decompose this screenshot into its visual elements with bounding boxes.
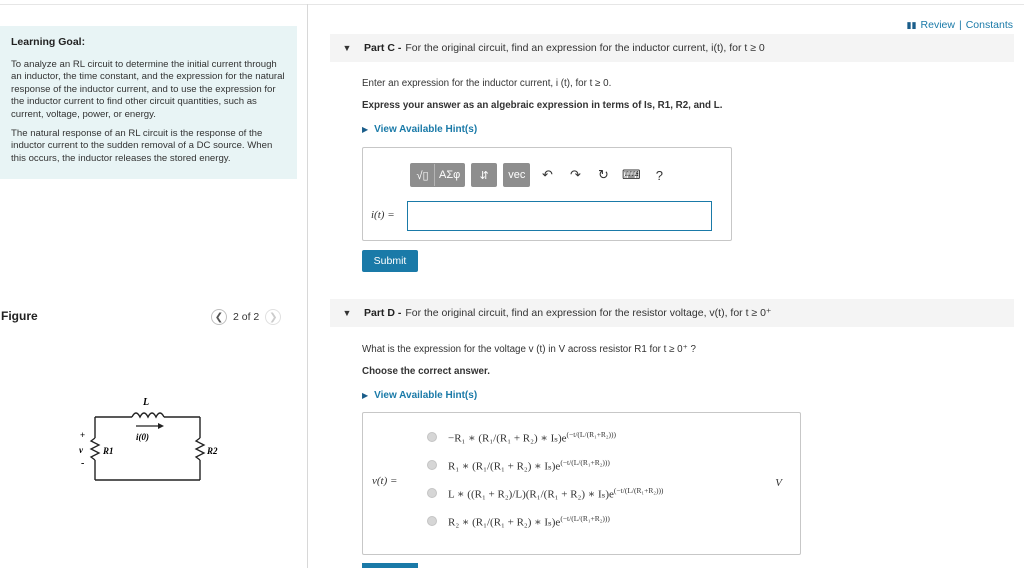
collapse-caret-icon: ▼ bbox=[342, 308, 352, 318]
part-d-choice-box bbox=[362, 412, 801, 555]
voltage-plus-sign: + bbox=[80, 430, 86, 440]
part-c-hint-label: View Available Hint(s) bbox=[374, 124, 478, 135]
choice-option-2[interactable] bbox=[427, 458, 610, 473]
top-divider bbox=[0, 4, 1024, 5]
resistor-r2-label: R2 bbox=[207, 446, 218, 456]
voltage-minus-sign: - bbox=[81, 458, 85, 469]
learning-goal-paragraph-2: The natural response of an RL circuit is the response of the inductor current to the sudden removal of a DC source. When this occurs, the inductor releases the stored energy. bbox=[11, 127, 273, 164]
rl-circuit-figure bbox=[60, 390, 240, 500]
part-d-answer-label: v(t) = bbox=[372, 475, 398, 487]
part-c-submit-button[interactable]: Submit bbox=[362, 250, 418, 272]
review-link[interactable]: Review bbox=[920, 19, 955, 31]
keyboard-icon[interactable]: ⌨ bbox=[622, 167, 641, 182]
part-d-unit: V bbox=[775, 477, 782, 489]
next-figure-button[interactable] bbox=[265, 309, 281, 325]
choice-expression: R₁ ∗ (R₁/(R₁ + R₂) ∗ $I_s)e^{(-t/(L/(R_1+R_2)))}$ bbox=[448, 458, 610, 473]
figure-pager bbox=[211, 309, 281, 325]
part-d-hint-toggle[interactable] bbox=[362, 390, 477, 401]
figure-page-indicator: 2 of 2 bbox=[233, 311, 260, 323]
radio-button[interactable] bbox=[427, 488, 437, 498]
resistor-r2-symbol bbox=[196, 438, 204, 460]
help-icon[interactable]: ? bbox=[655, 167, 664, 183]
panel-divider bbox=[307, 4, 308, 568]
toolbar-group-vec bbox=[503, 163, 530, 187]
reset-icon[interactable]: ↻ bbox=[597, 167, 609, 182]
part-c-title: For the original circuit, find an expression for the inductor current, i(t), for t ≥ 0 bbox=[405, 42, 765, 54]
collapse-caret-icon: ▼ bbox=[342, 43, 352, 53]
review-constants-links bbox=[907, 19, 1013, 31]
voltage-label: v bbox=[79, 445, 83, 455]
part-d-choose-note: Choose the correct answer. bbox=[362, 366, 490, 377]
part-c-express-note: Express your answer as an algebraic expression in terms of Is, R1, R2, and L. bbox=[362, 100, 723, 111]
chevron-right-icon: ❯ bbox=[269, 311, 278, 323]
redo-icon[interactable]: ↷ bbox=[569, 167, 581, 182]
part-d-header[interactable] bbox=[330, 299, 1014, 327]
inductor-symbol bbox=[132, 413, 164, 417]
arrows-button[interactable]: ⇵ bbox=[479, 169, 489, 182]
choice-expression: −R₁ ∗ (R₁/(R₁ + R₂) ∗ $I_s)e^{(-t/(L/(R_1+R_2)))}$ bbox=[448, 430, 617, 445]
toolbar-group-main bbox=[410, 163, 465, 187]
part-d-hint-label: View Available Hint(s) bbox=[374, 390, 478, 401]
choice-expression: L ∗ ((R₁ + R₂)/L)(R₁/(R₁ + R₂) ∗ $I_s)e^{(-t/(L/(R_1+R_2)))}$ bbox=[448, 486, 664, 501]
choice-option-1[interactable] bbox=[427, 430, 616, 445]
figure-label: Figure bbox=[1, 309, 38, 323]
math-toolbar bbox=[410, 161, 670, 189]
inductor-label: L bbox=[142, 397, 150, 408]
caret-right-icon: ▶ bbox=[362, 125, 369, 134]
part-c-hint-toggle[interactable] bbox=[362, 124, 477, 135]
chevron-left-icon: ❮ bbox=[214, 311, 224, 323]
learning-goal-title: Learning Goal: bbox=[11, 36, 86, 48]
undo-icon[interactable]: ↶ bbox=[541, 167, 553, 182]
review-icon: ▮▮ bbox=[906, 19, 917, 30]
part-d-submit-button-partial[interactable] bbox=[362, 563, 418, 568]
review-separator: | bbox=[958, 19, 962, 31]
part-c-answer-box bbox=[362, 147, 732, 241]
current-label: i(0) bbox=[136, 432, 149, 442]
previous-figure-button[interactable] bbox=[211, 309, 227, 325]
choice-option-4[interactable] bbox=[427, 514, 610, 529]
part-d-title: For the original circuit, find an expression for the resistor voltage, v(t), for t ≥ 0⁺ bbox=[405, 307, 772, 319]
radio-button[interactable] bbox=[427, 432, 437, 442]
part-c-header[interactable] bbox=[330, 34, 1014, 62]
resistor-r1-symbol bbox=[91, 438, 99, 460]
greek-symbols-button[interactable]: ΑΣφ bbox=[439, 169, 461, 181]
radio-button[interactable] bbox=[427, 460, 437, 470]
part-d-question: What is the expression for the voltage v (t) in V across resistor R1 for t ≥ 0⁺ ? bbox=[362, 344, 696, 355]
choice-expression: R₂ ∗ (R₁/(R₁ + R₂) ∗ $I_s)e^{(-t/(L/(R_1+R_2)))}$ bbox=[448, 514, 610, 529]
vector-button[interactable]: vec bbox=[508, 169, 526, 181]
part-d-label: Part D - bbox=[364, 307, 402, 319]
resistor-r1-label: R1 bbox=[103, 446, 114, 456]
part-c-answer-input[interactable] bbox=[407, 201, 712, 231]
current-arrow-head bbox=[158, 423, 164, 429]
caret-right-icon: ▶ bbox=[362, 391, 369, 400]
learning-goal-paragraph-1: To analyze an RL circuit to determine the initial current through an inductor, the time constant, and the expression for the natural response of the inductor current, and to use the expression for the inductor current to find other circuit quantities, such as current, voltage, power, or energy. bbox=[11, 58, 285, 120]
learning-goal-panel bbox=[0, 26, 297, 179]
part-c-answer-label: i(t) = bbox=[371, 209, 395, 221]
templates-button[interactable]: √▯ bbox=[411, 164, 435, 186]
part-c-label: Part C - bbox=[364, 42, 402, 54]
toolbar-group-arrows bbox=[471, 163, 497, 187]
choice-option-3[interactable] bbox=[427, 486, 663, 501]
radio-button[interactable] bbox=[427, 516, 437, 526]
constants-link[interactable]: Constants bbox=[965, 19, 1013, 31]
part-c-instruction: Enter an expression for the inductor current, i (t), for t ≥ 0. bbox=[362, 78, 612, 89]
